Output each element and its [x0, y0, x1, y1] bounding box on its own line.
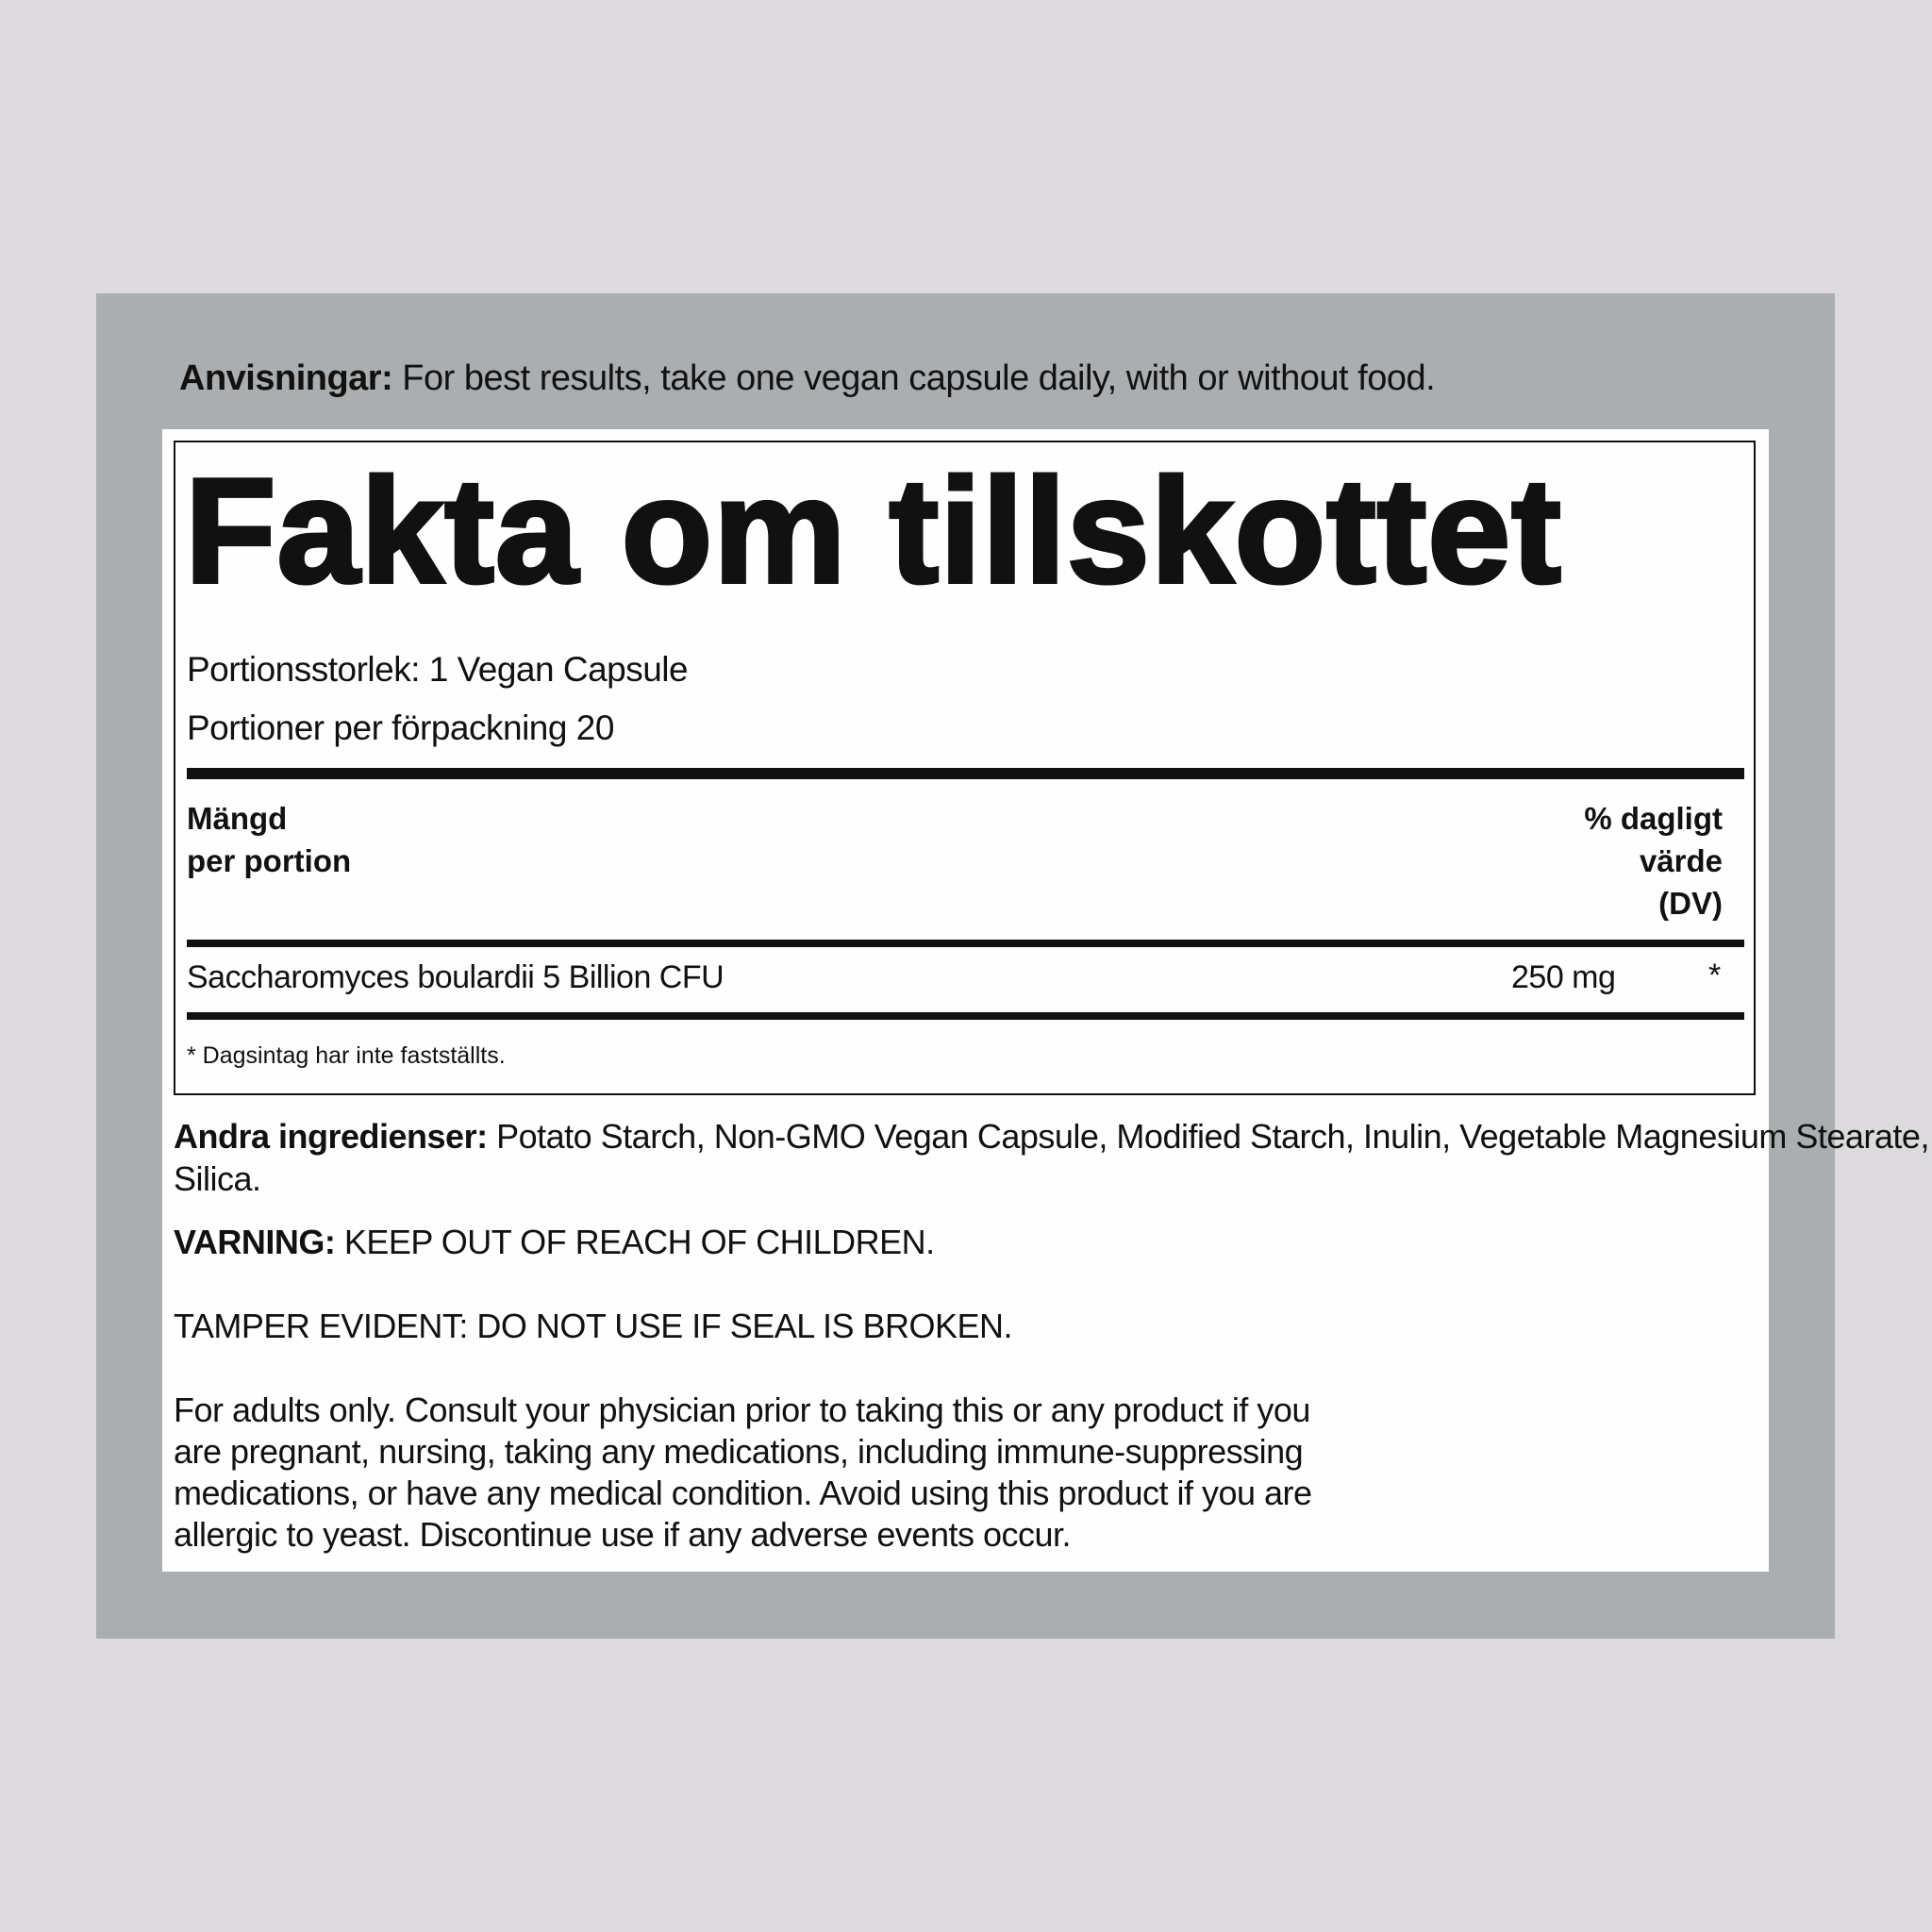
serving-size: Portionsstorlek: 1 Vegan Capsule [187, 650, 689, 689]
rule-row-bottom [187, 1012, 1744, 1020]
warning-line [174, 1222, 935, 1263]
rule-header-bottom [187, 940, 1744, 947]
other-ingredients-line1 [174, 1116, 1929, 1158]
ingredient-amount: 250 mg [1511, 959, 1616, 995]
dv-footnote: * Dagsintag har inte fastställts. [187, 1042, 506, 1069]
ingredient-name: Saccharomyces boulardii 5 Billion CFU [187, 959, 724, 995]
tamper-evident: TAMPER EVIDENT: DO NOT USE IF SEAL IS BROKEN. [174, 1307, 1013, 1345]
adults-line3: medications, or have any medical condition. Avoid using this product if you are [174, 1474, 1312, 1512]
amount-header-line2: per portion [187, 843, 352, 878]
adults-line1: For adults only. Consult your physician prior to taking this or any product if you [174, 1391, 1310, 1429]
directions-label: Anvisningar: [179, 358, 393, 398]
dv-header-line1: % dagligt [1584, 801, 1723, 836]
directions-text: For best results, take one vegan capsule daily, with or without food. [392, 358, 1436, 398]
servings-per-container: Portioner per förpackning 20 [187, 708, 614, 747]
facts-title: Fakta om tillskottet [185, 448, 1562, 614]
other-ingredients-line2: Silica. [174, 1159, 261, 1198]
adults-line2: are pregnant, nursing, taking any medications, including immune-suppressing [174, 1432, 1304, 1471]
adults-line4: allergic to yeast. Discontinue use if any adverse events occur. [174, 1515, 1072, 1554]
other-ingredients-label: Andra ingredienser: [174, 1117, 488, 1156]
ingredient-dv: * [1708, 958, 1721, 993]
amount-header-line1: Mängd [187, 801, 288, 836]
dv-header-line3: (DV) [1658, 886, 1723, 921]
warning-label: VARNING: [174, 1223, 336, 1261]
thick-rule-top [187, 768, 1744, 779]
warning-text: KEEP OUT OF REACH OF CHILDREN. [335, 1223, 935, 1261]
other-ingredients-text: Potato Starch, Non-GMO Vegan Capsule, Modified Starch, Inulin, Vegetable Magnesium Stearate, [487, 1117, 1929, 1156]
dv-header-line2: värde [1639, 843, 1723, 878]
directions-line [179, 356, 1435, 401]
